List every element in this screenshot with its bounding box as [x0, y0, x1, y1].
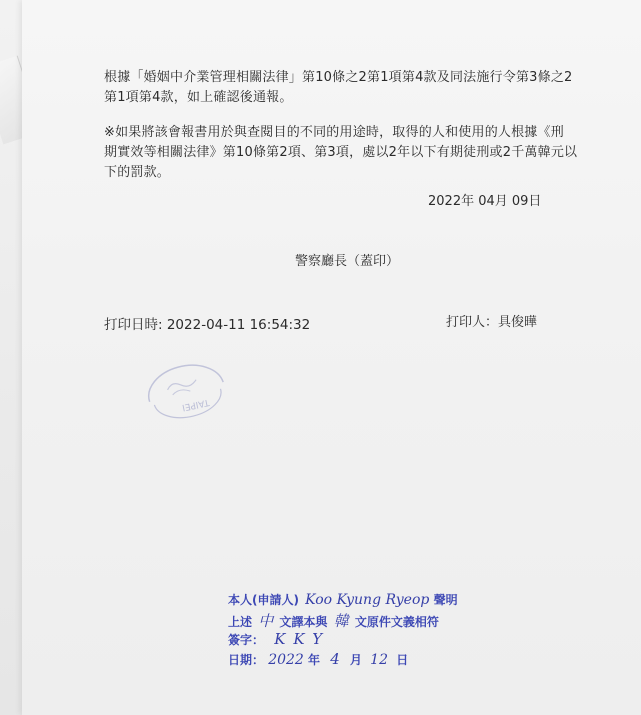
cert-suffix: 文原件文義相符 [354, 615, 439, 629]
cert-label: 日期： [228, 653, 265, 667]
handwritten-language: 韓 [333, 612, 349, 630]
day-unit: 日 [396, 653, 409, 667]
paragraph-line: 期實效等相關法律》第10條第2項、第3項，處以2年以下有期徒刑或2千萬韓元以 [104, 145, 578, 160]
issuer-signature-line: 警察廳長（蓋印） [295, 254, 400, 269]
month-unit: 月 [349, 653, 362, 667]
cert-suffix: 聲明 [433, 593, 458, 607]
handwritten-month: 4 [330, 650, 340, 668]
handwritten-language: 中 [258, 612, 274, 630]
warning-paragraph [104, 123, 578, 183]
embossed-seal-icon [138, 360, 234, 420]
cert-label: 上述 [228, 615, 253, 629]
cert-line-date [228, 650, 408, 668]
paragraph-line: 下的罰款。 [104, 165, 171, 180]
year-unit: 年 [308, 653, 321, 667]
cert-label: 簽字： [228, 633, 265, 647]
cert-line-statement [228, 610, 439, 631]
handwritten-signature: KKY [274, 630, 331, 648]
printed-by: 打印人：具俊曄 [446, 315, 538, 330]
legal-basis-paragraph [104, 68, 574, 108]
cert-line-declaration [228, 591, 458, 608]
cert-text: 文譯本與 [279, 615, 328, 629]
certification-stamp [228, 575, 458, 670]
cert-line-signature [228, 630, 330, 648]
print-datetime: 打印日時: 2022-04-11 16:54:32 [104, 317, 311, 333]
cert-label: 本人(申請人) [228, 593, 299, 607]
issue-date: 2022年 04月 09日 [428, 194, 542, 209]
seal-text: TAIPEI [181, 396, 210, 413]
handwritten-day: 12 [370, 652, 388, 668]
paragraph-line: ※如果將該會報書用於與查閱目的不同的用途時，取得的人和使用的人根據《刑 [104, 125, 564, 140]
paragraph-line: 第1項第4款，如上確認後通報。 [104, 90, 293, 105]
handwritten-year: 2022 [268, 652, 304, 668]
handwritten-name: Koo Kyung Ryeop [305, 592, 430, 608]
paragraph-line: 根據「婚姻中介業管理相關法律」第10條之2第1項第4款及同法施行令第3條之2 [104, 70, 573, 85]
